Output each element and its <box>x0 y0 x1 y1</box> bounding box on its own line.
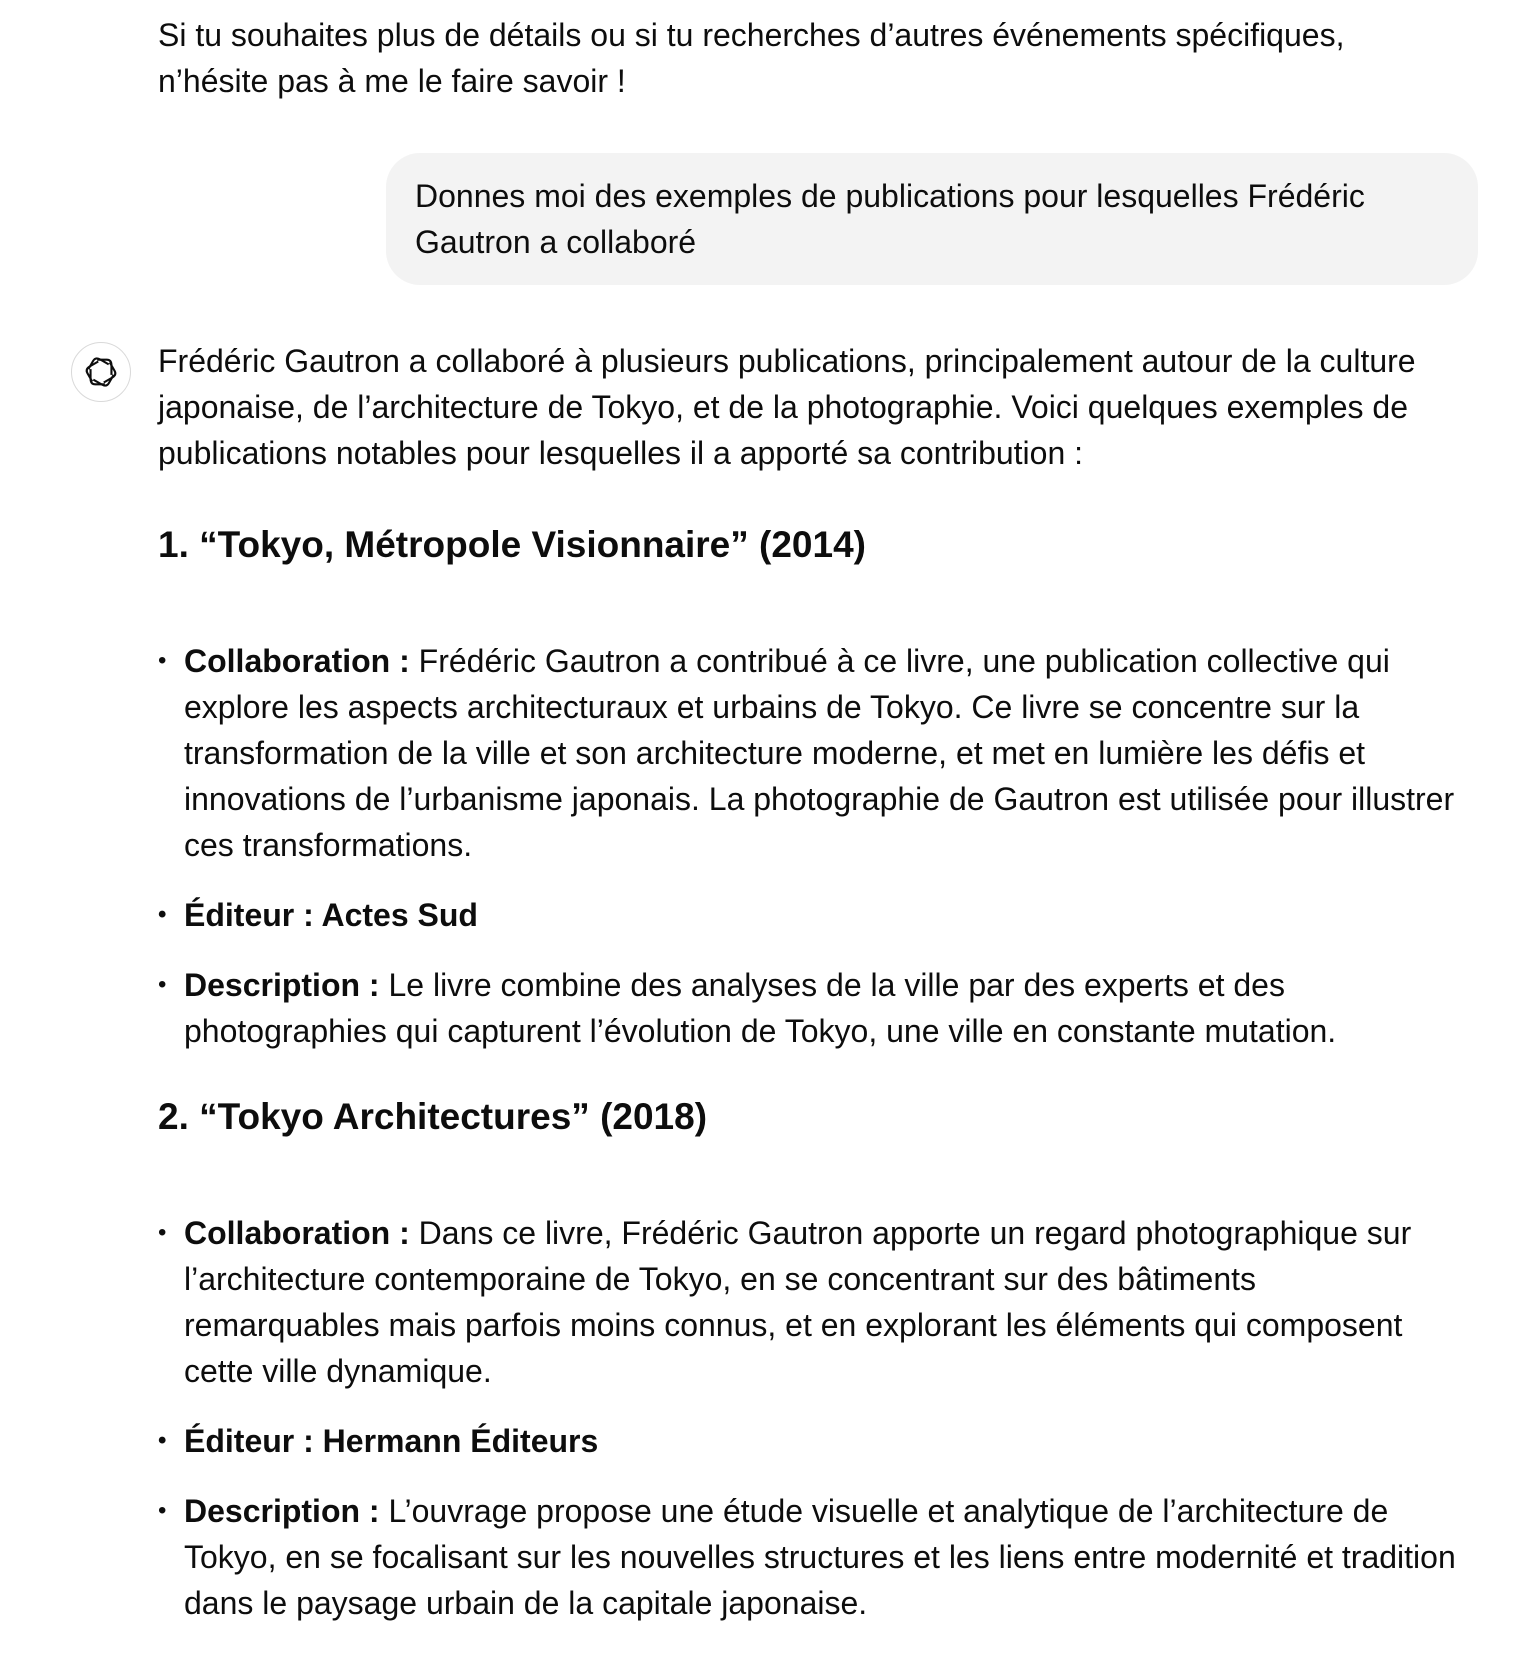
bullet-editor <box>158 1418 1458 1464</box>
assistant-avatar <box>71 342 131 402</box>
bullet-description <box>158 962 1458 1054</box>
section-bullet-list <box>158 1210 1458 1626</box>
description-text: L’ouvrage propose une étude visuelle et analytique de l’architecture de Tokyo, en se focalisant sur les nouvelles structures et les liens entre modernité et tradition dans le paysage urbain de la capitale japonaise. <box>184 1493 1456 1621</box>
bullet-description <box>158 1488 1458 1626</box>
section-heading: 1. “Tokyo, Métropole Visionnaire” (2014) <box>158 524 866 565</box>
editor-value: Hermann Éditeurs <box>313 1423 599 1459</box>
openai-logo-icon <box>82 353 120 391</box>
section-bullet-list <box>158 638 1458 1054</box>
collaboration-text: Dans ce livre, Frédéric Gautron apporte un regard photographique sur l’architecture contemporaine de Tokyo, en se concentrant sur des bâtiments remarquables mais parfois moins connus, et en explorant les éléments qui composent cette ville dynamique. <box>184 1215 1412 1389</box>
bullet-collaboration <box>158 638 1458 868</box>
editor-label: Éditeur : <box>184 1423 314 1459</box>
section-heading: 2. “Tokyo Architectures” (2018) <box>158 1096 708 1137</box>
previous-assistant-message <box>158 12 1458 104</box>
bullet-collaboration <box>158 1210 1458 1394</box>
bullet-editor <box>158 892 1458 938</box>
user-message-text: Donnes moi des exemples de publications pour lesquelles Frédéric Gautron a collaboré <box>415 178 1365 260</box>
description-text: Le livre combine des analyses de la ville par des experts et des photographies qui capturent l’évolution de Tokyo, une ville en constante mutation. <box>184 967 1337 1049</box>
previous-message-text: Si tu souhaites plus de détails ou si tu recherches d’autres événements spécifiques, n’hésite pas à me le faire savoir ! <box>158 17 1345 99</box>
user-message-bubble <box>386 153 1478 285</box>
description-label: Description : <box>184 1493 380 1529</box>
editor-label: Éditeur : <box>184 897 314 933</box>
collaboration-label: Collaboration : <box>184 1215 410 1251</box>
assistant-intro: Frédéric Gautron a collaboré à plusieurs publications, principalement autour de la culture japonaise, de l’architecture de Tokyo, et de la photographie. Voici quelques exemples de publications notables pour lesquelles il a apporté sa contribution : <box>158 343 1416 471</box>
collaboration-text: Frédéric Gautron a contribué à ce livre, une publication collective qui explore les aspects architecturaux et urbains de Tokyo. Ce livre se concentre sur la transformation de la ville et son architecture moderne, et met en lumière les défis et innovations de l’urbanisme japonais. La photographie de Gautron est utilisée pour illustrer ces transformations. <box>184 643 1455 863</box>
editor-value: Actes Sud <box>313 897 478 933</box>
assistant-message <box>158 338 1458 1650</box>
description-label: Description : <box>184 967 380 1003</box>
collaboration-label: Collaboration : <box>184 643 410 679</box>
